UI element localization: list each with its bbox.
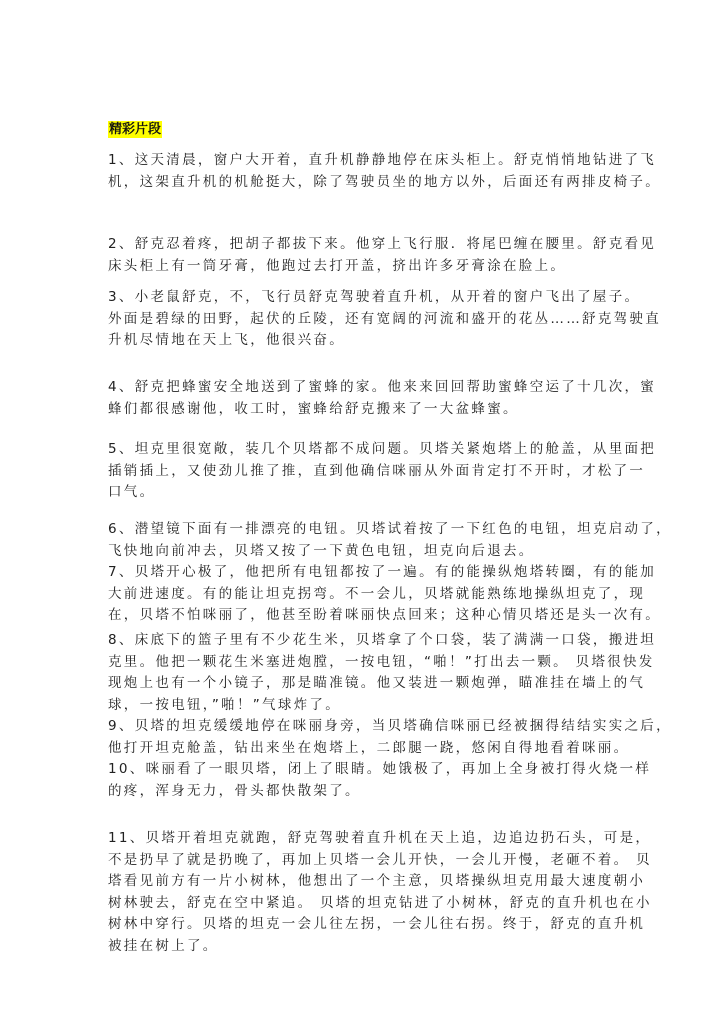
text-line: 7、贝塔开心极了，他把所有电钮都按了一遍。有的能操纵炮塔转圈，有的能加 [108,564,657,580]
text-line: 的疼，浑身无力，骨头都快散架了。 [108,782,361,799]
text-line: 球，一按电钮，”啪！”气球炸了。 [108,696,342,713]
section-heading: 精彩片段 [109,122,162,137]
text-line: 2、舒克忍着疼，把胡子都拔下来。他穿上飞行服．将尾巴缠在腰里。舒克看见 [108,236,657,252]
text-line: 口气。 [108,484,156,500]
text-line: 树林中穿行。贝塔的坦克一会儿往左拐，一会儿往右拐。终于，舒克的直升机 [108,916,646,932]
text-line: 6、潜望镜下面有一排漂亮的电钮。贝塔试着按了一下红色的电钮，坦克启动了， [108,521,672,537]
text-line: 9、贝塔的坦克缓缓地停在咪丽身旁，当贝塔确信咪丽已经被捆得结结实实之后， [108,718,672,734]
text-line: 塔看见前方有一片小树林，他想出了一个主意，贝塔操纵坦克用最大速度朝小 [108,873,646,889]
paragraph-2 [108,234,657,277]
text-line: 4、舒克把蜂蜜安全地送到了蜜蜂的家。他来来回回帮助蜜蜂空运了十几次，蜜 [108,379,657,395]
text-line: 蜂们都很感谢他，收工时，蜜蜂给舒克搬来了一大盆蜂蜜。 [108,400,519,417]
text-line: 不是扔早了就是扔晚了，再加上贝塔一会儿开快，一会儿开慢，老砸不着。 贝 [108,851,652,868]
text-line: 5、坦克里很宽敞，装几个贝塔都不成问题。贝塔关紧炮塔上的舱盖，从里面把 [108,441,657,457]
text-line: 大前进速度。有的能让坦克拐弯。不一会儿，贝塔就能熟练地操纵坦克了，现 [108,585,646,602]
paragraph-1 [108,150,661,193]
text-line: 升机尽情地在天上飞，他很兴奋。 [108,332,345,348]
text-line: 1、这天清晨，窗户大开着，直升机静静地停在床头柜上。舒克悄悄地钻进了飞 [108,152,657,168]
paragraph-6 [108,519,672,627]
text-line: 床头柜上有一筒牙膏，他跑过去打开盖，挤出许多牙膏涂在脸上。 [108,257,567,274]
text-line: 树林驶去，舒克在空中紧追。 贝塔的坦克钻进了小树林，舒克的直升机也在小 [108,894,652,911]
text-line: 11、贝塔开着坦克就跑，舒克驾驶着直升机在天上追，边追边扔石头，可是， [108,830,652,846]
paragraph-3 [108,287,661,352]
text-line: 他打开坦克舱盖，钻出来坐在炮塔上，二郎腿一跷，悠闲自得地看着咪丽。 [108,739,630,756]
text-line: 飞快地向前冲去，贝塔又按了一下黄色电钮，坦克向后退去。 [108,542,535,559]
text-line: 在，贝塔不怕咪丽了，他甚至盼着咪丽快点回来；这种心情贝塔还是头一次有。 [108,607,661,623]
paragraph-7 [108,630,672,802]
text-line: 被挂在树上了。 [108,937,219,954]
text-line: 3、小老鼠舒克，不，飞行员舒克驾驶着直升机，从开着的窗户飞出了屋子。 [108,289,641,305]
text-line: 8、床底下的篮子里有不少花生米，贝塔拿了个口袋，装了满满一口袋，搬进坦 [108,632,657,648]
text-line: 外面是碧绿的田野，起伏的丘陵，还有宽阔的河流和盛开的花丛……舒克驾驶直 [108,310,661,327]
text-line: 机，这架直升机的机舱挺大，除了驾驶员坐的地方以外，后面还有两排皮椅子。 [108,173,661,190]
text-line: 10、咪丽看了一眼贝塔，闭上了眼睛。她饿极了，再加上全身被打得火烧一样 [108,761,652,777]
paragraph-5 [108,439,657,504]
text-line: 克里。他把一颗花生米塞进炮膛，一按电钮，“啪！”打出去一颗。 贝塔很快发 [108,653,655,670]
text-line: 现炮上也有一个小镜子，那是瞄准镜。他又装进一颗炮弹，瞄准挂在墙上的气 [108,675,646,691]
text-line: 插销插上，又使劲儿推了推，直到他确信咪丽从外面肯定打不开时，才松了一 [108,462,646,479]
paragraph-4 [108,377,657,420]
paragraph-8 [108,828,652,957]
